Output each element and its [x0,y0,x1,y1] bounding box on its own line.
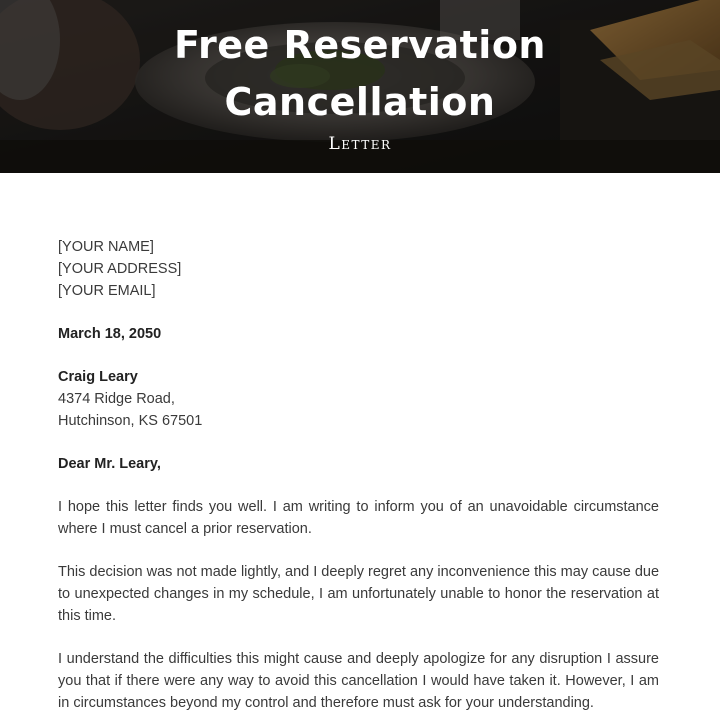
letter-body [58,236,659,720]
sender-email: [YOUR EMAIL] [58,283,156,299]
document-subtitle: Letter [328,134,392,154]
recipient-block [58,366,659,432]
sender-address: [YOUR ADDRESS] [58,261,182,277]
recipient-city: Hutchinson, KS 67501 [58,413,203,429]
recipient-street: 4374 Ridge Road, [58,391,175,407]
sender-name: [YOUR NAME] [58,239,154,255]
salutation: Dear Mr. Leary, [58,456,161,472]
document-title-line1: Free Reservation [174,23,546,67]
header-banner [0,0,720,173]
document-title-line2: Cancellation [224,80,496,124]
paragraph-2: This decision was not made lightly, and I deeply regret any inconvenience this may cause due to unexpected changes in my schedule, I am unfortunately unable to honor the reservation at this time. [58,564,660,624]
paragraph-3: I understand the difficulties this might cause and deeply apologize for any disruption I assure you that if there were any way to avoid this cancellation I would have taken it. However, I am in circumstances beyond my control and therefore must ask for your understanding. [58,651,659,711]
sender-block [58,236,659,302]
letter-date: March 18, 2050 [58,326,162,342]
paragraph-1: I hope this letter finds you well. I am writing to inform you of an unavoidable circumstance where I must cancel a prior reservation. [58,499,659,537]
recipient-name: Craig Leary [58,369,138,385]
